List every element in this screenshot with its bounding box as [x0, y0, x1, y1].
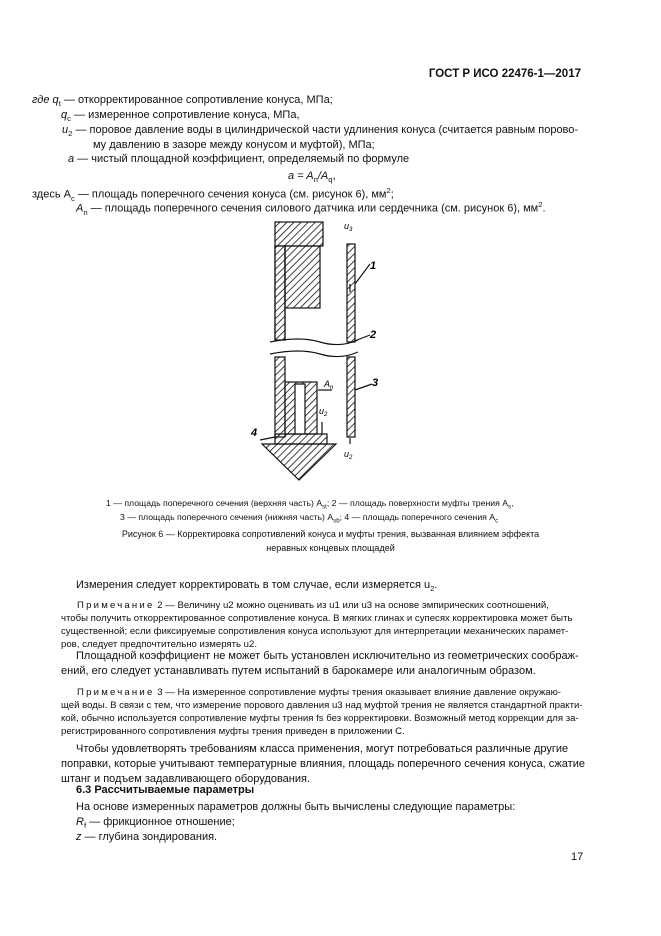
figure-caption-line-1: Рисунок 6 — Корректировка сопротивлений конуса и муфты трения, вызванная влиянием эффекта [121, 529, 540, 539]
p2-line-2: ений, его следует устанавливать путем испытаний в барокамере или аналогичным образом. [61, 665, 536, 677]
legend1-bsub: s [508, 503, 512, 511]
note3-line-2: щей воды. В связи с тем, что измерение порового давления u3 над муфтой трения не является стандартной практи- [61, 700, 583, 711]
upper-stem-block [285, 246, 320, 308]
page-number: 17 [571, 851, 584, 863]
note3-line-1 [61, 686, 583, 699]
def-u2-sym: u [62, 124, 69, 136]
here-1sup: 2 [386, 186, 391, 195]
def-u2-cont: му давлению в зазоре между конусом и муфтой), МПа; [93, 139, 375, 151]
section-heading [76, 783, 254, 798]
here-2end: . [542, 202, 546, 215]
legend2-b: ; 4 — площадь поперечного сечения A [339, 512, 496, 522]
fig-label-an: $A_n$ [324, 379, 334, 391]
legend1-c: , [511, 498, 514, 508]
fig-label-3: 3 [372, 377, 379, 389]
note3-line-3: кой, обычно используется сопротивление муфты трения fs без корректировки. Возможный метод коррекции для за- [61, 713, 579, 724]
fig-label-4: 4 [251, 427, 258, 439]
cone-base [275, 434, 327, 444]
item-rf-sym: R [76, 816, 84, 828]
def-qt-sub: t [58, 99, 61, 109]
paragraph-parameters: На основе измеренных параметров должны быть вычислены следующие параметры: [76, 801, 516, 813]
item-rf-sub: f [83, 821, 87, 831]
figure-caption-line-2: неравных концевых площадей [266, 543, 395, 553]
p3-line-1: Чтобы удовлетворять требованиям класса применения, могут потребоваться различные другие [76, 743, 569, 755]
item-z-sym: z [76, 831, 82, 843]
note2-line-2: чтобы получить откорректированное сопротивление конуса. В мягких глинах и супесях корректировка может быть [61, 613, 573, 624]
note2-line-4: ров, следует предпочтительно измерять u2. [61, 639, 258, 650]
document-header: ГОСТ Р ИСО 22476-1—2017 [428, 68, 581, 80]
here-1end: ; [390, 188, 394, 201]
fig-label-u2-bottom: $u_2$ [344, 449, 353, 461]
def-a-sym: a [68, 153, 75, 165]
here-2sup: 2 [538, 200, 543, 209]
note2-line-1 [61, 599, 583, 612]
paragraph-area-coefficient [61, 649, 586, 679]
formula-end: , [332, 170, 336, 182]
note2-l1: 2 — Величину u2 можно оценивать из u1 или u3 на основе эмпирических соотношений, [154, 600, 549, 611]
cone-tip [262, 444, 336, 480]
here-2sub: n [83, 207, 88, 217]
formula-q: q [328, 175, 333, 185]
note2-label: Примечание [77, 600, 155, 611]
note3-l1: 3 — На измеренное сопротивление муфты трения оказывает влияние давление окружаю- [154, 687, 561, 698]
p1-end: . [434, 579, 438, 591]
note3-label: Примечание [77, 687, 155, 698]
def-qc-sub: c [67, 114, 71, 124]
here-1a: здесь A [32, 188, 71, 201]
paragraph-correction [76, 578, 437, 596]
note2-line-3: существенной; если фиксируемые сопротивления конуса используют для интерпретации механических парамет- [61, 626, 569, 637]
cone-diagram [240, 212, 400, 490]
lower-inner-slot [295, 384, 305, 434]
item-z [76, 830, 217, 845]
legend1-b: ; 2 — площадь поверхности муфты трения A [326, 498, 509, 508]
figure-caption [60, 527, 601, 555]
fig-label-2: 2 [370, 329, 377, 341]
legend1-sub: st [322, 503, 327, 511]
legend2-a: 3 — площадь поперечного сечения (нижняя часть) A [120, 512, 334, 522]
legend1-a: 1 — площадь поперечного сечения (верхняя часть) A [106, 498, 323, 508]
lower-left-wall [275, 357, 285, 437]
upper-sleeve-wall [347, 244, 355, 342]
upper-left-wall [275, 246, 285, 340]
note3-line-4: регистрированного сопротивления муфты трения приведен в приложении С. [61, 726, 405, 737]
here-1b: — площадь поперечного сечения конуса (см. рисунок 6), мм [74, 188, 387, 201]
p3-line-3: штанг и подъем задавливающего оборудования. [61, 773, 311, 785]
here-1sub: c [70, 193, 75, 203]
p1-sub: 2 [430, 584, 435, 594]
legend2-bsub: c [495, 517, 499, 525]
formula-n: n [313, 175, 318, 185]
formula-lhs: a = A [288, 170, 314, 182]
here-2b: — площадь поперечного сечения силового датчика или сердечника (см. рисунок 6), мм [87, 202, 539, 215]
note-2 [61, 599, 583, 651]
p2-line-1: Площадной коэффициент не может быть установлен исключительно из геометрических соображ- [76, 650, 579, 662]
def-a-text: — чистый площадной коэффициент, определяемый по формуле [74, 153, 410, 165]
figure-legend-2 [120, 511, 498, 528]
def-qc-sym: q [61, 109, 68, 121]
def-qt-text: — откорректированное сопротивление конуса, МПа; [60, 94, 333, 106]
section-number: 6.3 [76, 784, 92, 796]
p1-text: Измерения следует корректировать в том случае, если измеряется u [76, 579, 431, 591]
def-qc-text: — измеренное сопротивление конуса, МПа, [70, 109, 300, 121]
def-u2-sub: 2 [68, 129, 73, 139]
paragraph-other-corrections [61, 742, 586, 787]
formula-slash: /A [317, 170, 329, 182]
item-z-text: — глубина зондирования. [81, 831, 218, 843]
item-rf-text: — фрикционное отношение; [86, 816, 235, 828]
fig-label-1: 1 [370, 260, 377, 272]
note-3 [61, 686, 583, 738]
def-a [68, 152, 409, 167]
legend2-sub: sb [333, 517, 340, 525]
lower-sleeve-wall [347, 357, 355, 437]
upper-head-block [275, 222, 323, 246]
def-qt-sym: где q [32, 94, 59, 106]
section-title: Рассчитываемые параметры [94, 784, 255, 796]
here-2a: A [76, 202, 84, 215]
fig-label-u2: $u_2$ [319, 406, 328, 418]
fig-label-u3: $u_3$ [344, 221, 353, 233]
def-u2-text: — поровое давление воды в цилиндрической части удлинения конуса (считается равным порово- [72, 124, 579, 136]
p3-line-2: поправки, которые учитывают температурные влияния, площадь поперечного сечения конуса, сжатие [61, 758, 585, 770]
